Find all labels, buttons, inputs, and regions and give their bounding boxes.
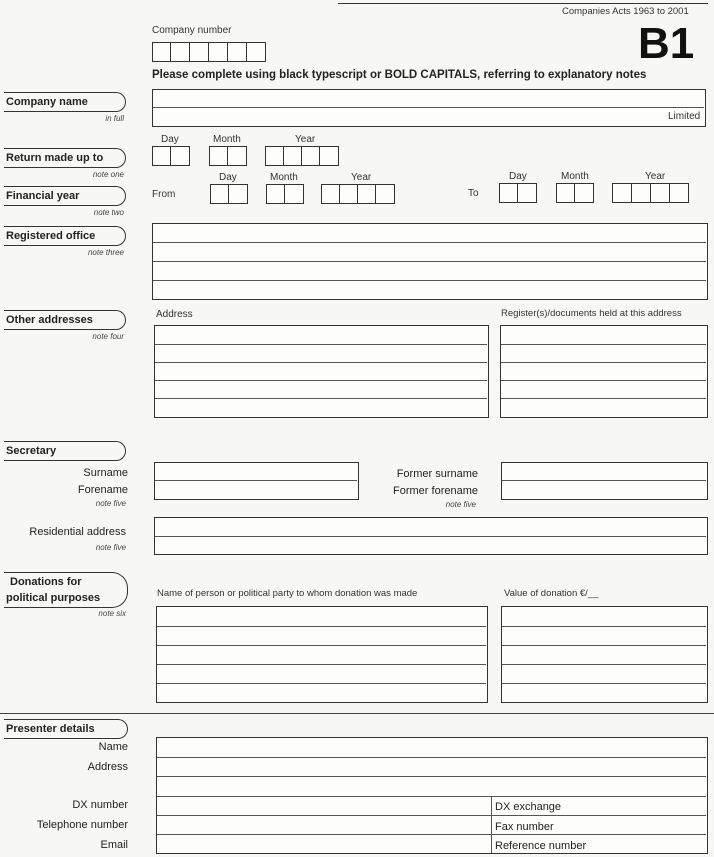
donations-label-line1: Donations for [10, 576, 82, 588]
fy-to-month-label: Month [561, 171, 589, 182]
dx-exchange-label: DX exchange [495, 801, 562, 813]
secretary-label: Secretary [6, 445, 57, 457]
former-surname-label: Former surname [396, 468, 478, 480]
residential-address-field[interactable] [154, 517, 708, 555]
forename-note: note five [95, 499, 126, 508]
presenter-label: Presenter details [6, 723, 95, 735]
former-name-field[interactable] [501, 462, 708, 500]
address-column-header: Address [156, 309, 193, 320]
presenter-name-label: Name [98, 741, 128, 753]
residential-address-label: Residential address [29, 526, 126, 538]
registered-office-field[interactable] [152, 223, 708, 300]
form-code: B1 [638, 19, 695, 68]
section-tab-other-addresses [4, 310, 126, 330]
section-tab-presenter [4, 719, 128, 739]
section-separator [0, 713, 714, 714]
section-tab-donations [4, 572, 128, 608]
return-note: note one [92, 170, 124, 179]
return-month-label: Month [213, 134, 241, 145]
instruction-text: Please complete using black typescript or BOLD CAPITALS, referring to explanatory notes [152, 69, 647, 81]
other-address-field[interactable] [154, 325, 489, 418]
former-forename-label: Former forename [393, 485, 478, 497]
fy-to-day-label: Day [509, 171, 527, 182]
other-addresses-label: Other addresses [6, 314, 93, 326]
donation-value-column-header: Value of donation €/__ [504, 588, 599, 599]
donations-label-line2: political purposes [6, 592, 101, 604]
donation-recipient-field[interactable] [156, 606, 488, 703]
registers-column-header: Register(s)/documents held at this address [501, 308, 682, 319]
residential-address-note: note five [95, 543, 126, 552]
section-tab-registered-office [4, 226, 126, 246]
return-day-label: Day [161, 134, 179, 145]
fy-from-day-label: Day [219, 172, 237, 183]
fy-from-label: From [152, 189, 176, 200]
company-name-label: Company name [6, 96, 88, 108]
registers-held-field[interactable] [500, 325, 708, 418]
reference-label: Reference number [495, 840, 587, 852]
telephone-label: Telephone number [36, 819, 128, 831]
fy-to-label: To [468, 188, 479, 199]
fy-to-year-label: Year [645, 171, 666, 182]
donations-note: note six [98, 609, 126, 618]
limited-suffix: Limited [668, 111, 701, 122]
dx-number-label: DX number [72, 799, 128, 811]
fy-from-year-label: Year [351, 172, 372, 183]
secretary-name-field[interactable] [154, 462, 359, 500]
fax-label: Fax number [495, 821, 554, 833]
financial-year-note: note two [93, 208, 124, 217]
section-tab-return [4, 148, 126, 168]
company-name-note: in full [105, 114, 124, 123]
companies-acts: Companies Acts 1963 to 2001 [562, 6, 689, 17]
registered-office-note: note three [87, 248, 124, 257]
former-forename-note: note five [445, 500, 476, 509]
email-label: Email [100, 839, 128, 851]
forename-label: Forename [77, 484, 128, 496]
section-tab-financial-year [4, 186, 126, 206]
donation-name-column-header: Name of person or political party to whom donation was made [157, 588, 418, 599]
presenter-details-field[interactable] [156, 737, 708, 854]
donation-value-field[interactable] [501, 606, 708, 703]
presenter-address-label: Address [87, 761, 128, 773]
return-label: Return made up to [6, 152, 104, 164]
registered-office-label: Registered office [6, 230, 96, 242]
financial-year-label: Financial year [6, 190, 80, 202]
section-tab-company-name [4, 92, 126, 112]
header-rule [338, 3, 708, 4]
other-addresses-note: note four [92, 332, 124, 341]
surname-label: Surname [83, 467, 128, 479]
return-year-label: Year [295, 134, 316, 145]
fy-from-month-label: Month [270, 172, 298, 183]
company-name-field[interactable] [152, 89, 706, 127]
section-tab-secretary [4, 441, 126, 461]
company-number-label: Company number [152, 25, 232, 36]
